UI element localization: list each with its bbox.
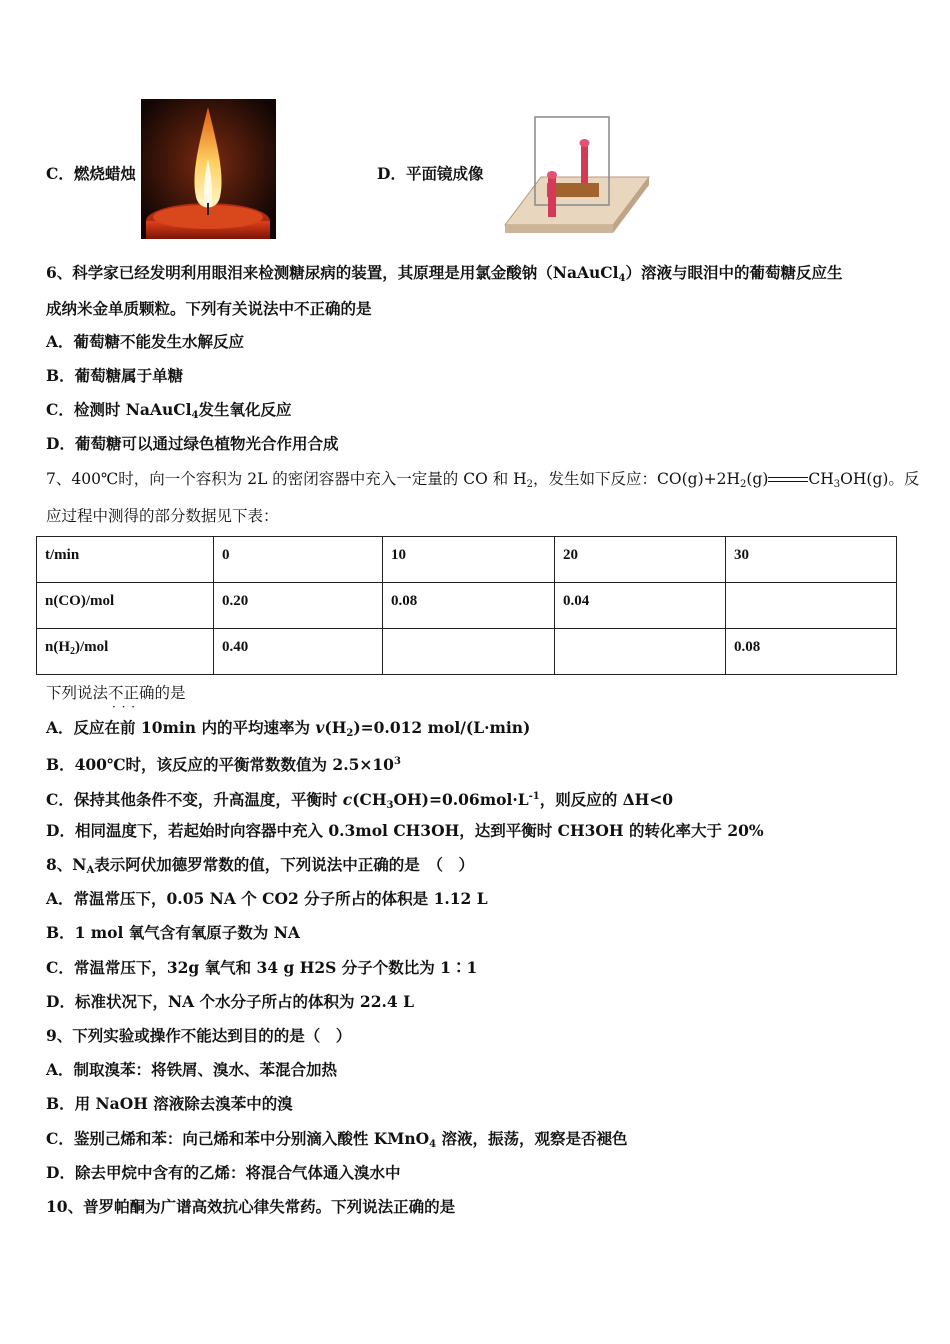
- q9-stem: 9、下列实验或操作不能达到目的的是（ ）: [46, 1026, 352, 1045]
- table-cell: 0.08: [383, 583, 555, 629]
- q8-option-c: C．常温常压下，32g 氧气和 34 g H2S 分子个数比为 1∶1: [46, 958, 478, 977]
- candle-image: [141, 99, 276, 239]
- q9-option-b: B．用 NaOH 溶液除去溴苯中的溴: [46, 1094, 293, 1113]
- q6-stem-line1: 6、科学家已经发明利用眼泪来检测糖尿病的装置，其原理是用氯金酸钠（NaAuCl$_4$）溶液与眼泪中的葡萄糖反应生: [46, 263, 843, 284]
- option-d-mirror-label: D．平面镜成像: [377, 164, 484, 183]
- option-c-candle-label: C．燃烧蜡烛: [46, 164, 136, 183]
- q9-option-c: C．鉴别己烯和苯：向己烯和苯中分别滴入酸性 KMnO$_4$ 溶液，振荡，观察是否褪色: [46, 1129, 628, 1150]
- q6-stem-line2: 成纳米金单质颗粒。下列有关说法中不正确的是: [46, 299, 372, 318]
- table-cell: 0: [214, 537, 383, 583]
- q7-data-table: [36, 536, 897, 675]
- q8-stem: 8、$N_A$表示阿伏加德罗常数的值，下列说法中正确的是 （ ）: [46, 855, 474, 876]
- table-cell: 0.20: [214, 583, 383, 629]
- table-cell: n(CO)/mol: [37, 583, 214, 629]
- q7-stem-line1: 7、400℃时，向一个容积为 2L 的密闭容器中充入一定量的 CO 和 $H_2$，发生如下反应：$CO(g)+2H_2(g)$ $CH_3OH(g)$。反: [46, 470, 920, 490]
- table-cell: 30: [726, 537, 897, 583]
- table-cell: [383, 629, 555, 675]
- plane-mirror-image: [493, 115, 651, 240]
- q9-option-d: D．除去甲烷中含有的乙烯：将混合气体通入溴水中: [46, 1163, 401, 1182]
- q6-option-b: B．葡萄糖属于单糖: [46, 366, 184, 385]
- table-cell: 0.40: [214, 629, 383, 675]
- table-header-row: [37, 537, 897, 583]
- table-cell: [726, 583, 897, 629]
- table-cell: 0.04: [555, 583, 726, 629]
- table-cell: 0.08: [726, 629, 897, 675]
- table-row: [37, 583, 897, 629]
- q7-option-c: C．保持其他条件不变，升高温度，平衡时 $c(CH_3OH)=0.06mol\cdot L^{-1}$，则反应的 ΔH<0: [46, 790, 674, 811]
- q6-option-d: D．葡萄糖可以通过绿色植物光合作用合成: [46, 434, 339, 453]
- q6-option-a: A．葡萄糖不能发生水解反应: [46, 332, 245, 351]
- q10-stem: 10、普罗帕酮为广谱高效抗心律失常药。下列说法正确的是: [46, 1197, 456, 1216]
- q9-option-a: A．制取溴苯：将铁屑、溴水、苯混合加热: [46, 1060, 338, 1079]
- equilibrium-arrow-icon: [768, 475, 808, 485]
- table-row: [37, 629, 897, 675]
- table-cell: $n(H_2)$/mol: [37, 629, 214, 675]
- table-cell: t/min: [37, 537, 214, 583]
- q7-question: 下列说法不正确的是 · ·: [46, 683, 950, 703]
- table-cell: [555, 629, 726, 675]
- q7-option-d: D．相同温度下，若起始时向容器中充入 0.3mol CH3OH，达到平衡时 CH3OH 的转化率大于 20%: [46, 821, 764, 840]
- q8-option-b: B．1 mol 氧气含有氧原子数为 NA: [46, 923, 300, 942]
- q7-option-b: B．400℃时，该反应的平衡常数数值为 $2.5\times 10^3$: [46, 755, 401, 774]
- table-cell: 20: [555, 537, 726, 583]
- table-cell: 10: [383, 537, 555, 583]
- q8-option-d: D．标准状况下，NA 个水分子所占的体积为 22.4 L: [46, 992, 414, 1011]
- q8-option-a: A．常温常压下，0.05 NA 个 CO2 分子所占的体积是 1.12 L: [46, 889, 488, 908]
- q6-option-c: C．检测时 NaAuCl$_4$发生氧化反应: [46, 400, 292, 421]
- q7-stem-line2: 应过程中测得的部分数据见下表：: [46, 507, 279, 525]
- q7-option-a: A．反应在前 10min 内的平均速率为 $v(H_2)=0.012$ mol/(L·min): [46, 718, 531, 739]
